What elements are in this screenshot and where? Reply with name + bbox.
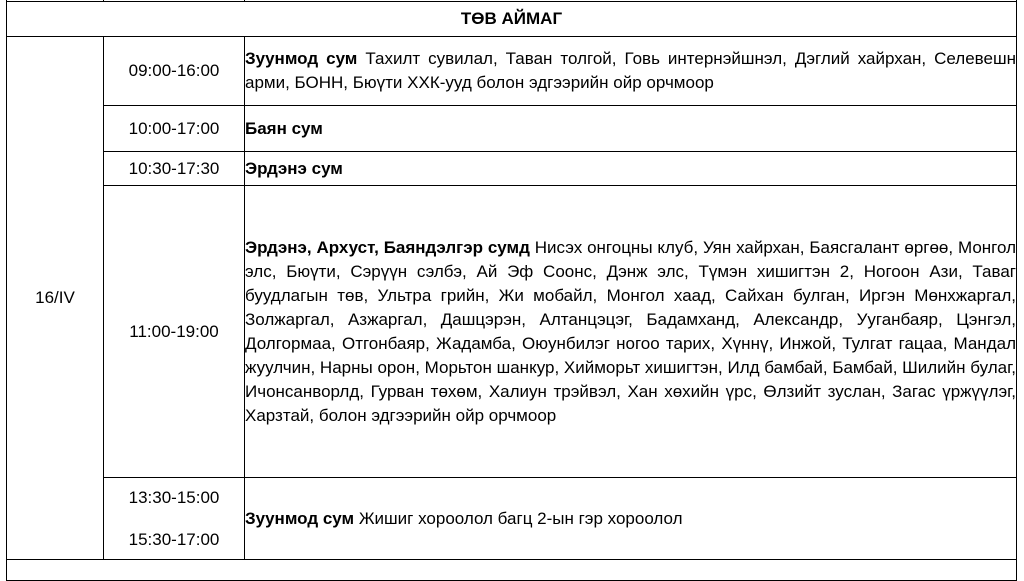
time-range-end: 15:30-17:00 [128, 529, 220, 549]
place-details: Тахилт сувилал, Таван толгой, Говь интернэйшнэл, Дэглий хайрхан, Селевешн арми, БОНН, Бюүти ХХК-ууд болон эдгээрийн ойр орчмоор [245, 49, 1016, 92]
region-header-row [7, 2, 1017, 37]
time-range-start: 13:30-15:00 [128, 487, 220, 507]
time-cell [104, 478, 245, 560]
place-details: Жишиг хороолол багц 2-ын гэр хороолол [354, 508, 683, 528]
next-row-fragment [7, 560, 1017, 581]
cell-fragment [7, 560, 1017, 581]
description-cell [245, 37, 1017, 106]
time-cell: 10:00-17:00 [104, 106, 245, 152]
time-stack [104, 488, 244, 550]
description-cell [245, 106, 1017, 152]
schedule-table [6, 0, 1017, 581]
table-row [7, 478, 1017, 560]
time-cell: 11:00-19:00 [104, 186, 245, 478]
table-row [7, 37, 1017, 106]
place-name: Баян сум [245, 118, 323, 138]
table-row [7, 106, 1017, 152]
date-cell: 16/IV [7, 37, 104, 560]
region-title: ТӨВ АЙМАГ [7, 2, 1017, 37]
place-name: Эрдэнэ, Архуст, Баяндэлгэр сумд [245, 237, 530, 257]
description-cell [245, 152, 1017, 186]
table-row [7, 152, 1017, 186]
description-cell [245, 478, 1017, 560]
description-cell [245, 186, 1017, 478]
time-cell: 09:00-16:00 [104, 37, 245, 106]
place-name: Эрдэнэ сум [245, 158, 343, 178]
time-cell: 10:30-17:30 [104, 152, 245, 186]
place-details: Нисэх онгоцны клуб, Уян хайрхан, Баясгалант өргөө, Монгол элс, Бюүти, Сэрүүн сэлбэ, Ай Эф Соонс, Дэнж элс, Түмэн хишигтэн 2, Ногоон Ази, Таваг буудлагын төв, Ультра грийн, Жи мобайл, Монгол хаад, Сайхан булган, Иргэн Мөнхжаргал, Золжаргал, Азжаргал, Дашцэрэн, Алтанцэцэг, Бадамханд, Александр, Ууганбаяр, Цэнгэл, Долгормаа, Отгонбаяр, Жадамба, Оюунбилэг ногоо тарих, Хүннү, Инжой, Тулгат гацаа, Мандал жуулчин, Нарны орон, Морьтон шанкур, Хийморьт хишигтэн, Илд бамбай, Бамбай, Шилийн булаг, Ичонсанворлд, Гурван төхөм, Халиун трэйвэл, Хан хөхийн үрс, Өлзийт зуслан, Загас үржүүлэг, Харзтай, болон эдгээрийн ойр орчмоор [245, 237, 1016, 425]
table-row [7, 186, 1017, 478]
place-name: Зуунмод сум [245, 508, 355, 528]
place-name: Зуунмод сум [245, 49, 358, 68]
